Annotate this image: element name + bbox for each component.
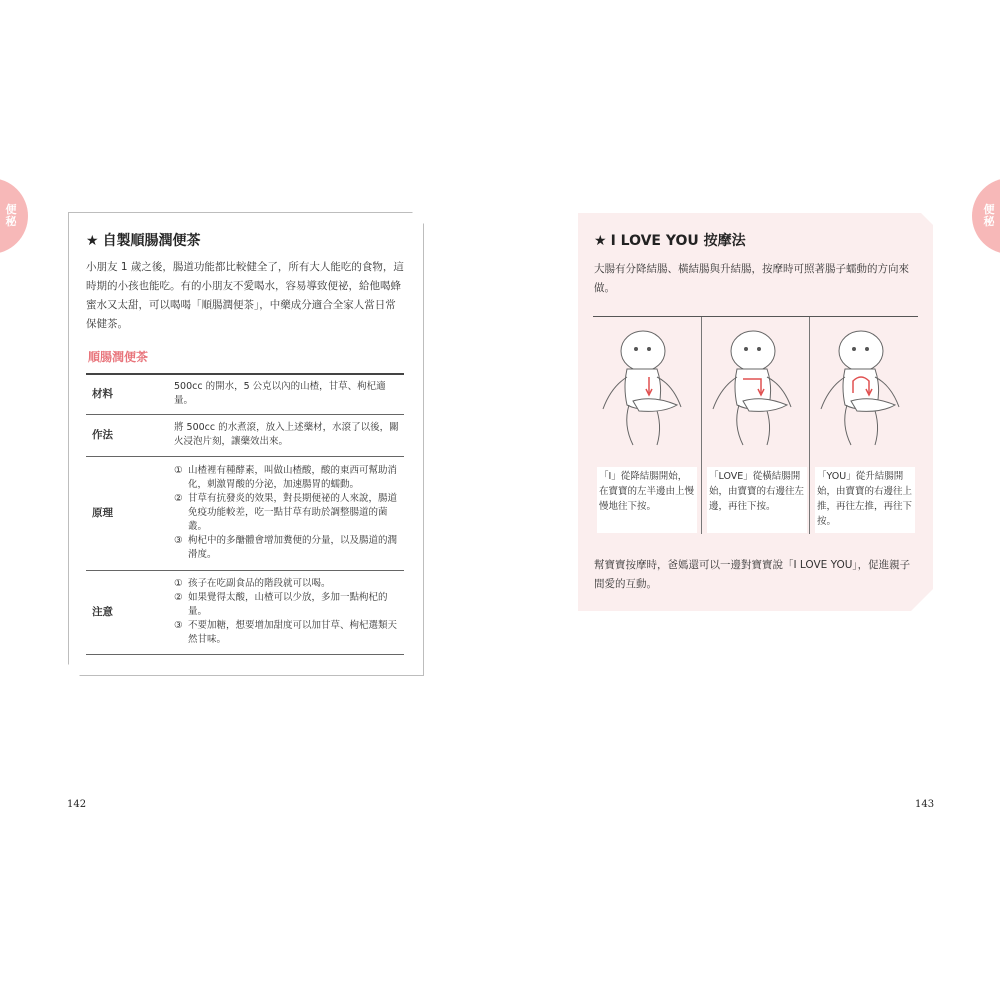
list-item: ② 甘草有抗發炎的效果，對長期便祕的人來說，腸道免疫功能較差，吃一點甘草有助於調整腸道的菌叢。 xyxy=(174,493,398,532)
tea-intro: 小朋友 1 歲之後，腸道功能都比較健全了，所有大人能吃的食物，這時期的小孩也能吃。有的小朋友不愛喝水，容易導致便祕，給他喝蜂蜜水又太甜，可以喝喝「順腸潤便茶」，中藥成分適合全家人當日常保健茶。 xyxy=(86,261,404,330)
massage-intro: 大腸有分降結腸、橫結腸與升結腸，按摩時可照著腸子蠕動的方向來做。 xyxy=(594,263,909,294)
recipe-title: 順腸潤便茶 xyxy=(88,350,149,364)
page-number-left: 142 xyxy=(67,799,87,810)
page-number-right: 143 xyxy=(915,799,935,810)
tea-heading: ★ 自製順腸潤便茶 xyxy=(86,233,201,249)
list-item: ② 如果覺得太酸，山楂可以少放，多加一點枸杞的量。 xyxy=(174,592,388,617)
massage-step-i xyxy=(593,317,699,533)
step-caption: 「I」從降結腸開始，在寶寶的左半邊由上慢慢地往下按。 xyxy=(597,467,697,533)
row-content: 500cc 的開水，5 公克以內的山楂，甘草、枸杞適量。 xyxy=(174,381,386,407)
row-label: 原理 xyxy=(92,507,113,519)
massage-step-love xyxy=(703,317,809,533)
massage-heading: ★ I LOVE YOU 按摩法 xyxy=(594,233,746,249)
table-row xyxy=(86,414,404,456)
baby-illustration xyxy=(703,317,809,467)
column-divider xyxy=(701,317,702,534)
star-icon: ★ xyxy=(594,233,607,249)
list-item: ① 山楂裡有種酵素，叫做山楂酸，酸的東西可幫助消化，刺激胃酸的分泌，加速腸胃的蠕動。 xyxy=(174,465,398,490)
list-item: ① 孩子在吃副食品的階段就可以喝。 xyxy=(174,578,331,589)
table-row xyxy=(86,374,404,414)
massage-steps xyxy=(593,316,918,534)
recipe-table xyxy=(86,373,404,655)
row-content xyxy=(166,570,404,654)
baby-illustration xyxy=(593,317,699,467)
row-label: 作法 xyxy=(92,429,113,441)
row-label: 注意 xyxy=(92,606,113,618)
step-caption: 「LOVE」從橫結腸開始，由寶寶的右邊往左邊，再往下按。 xyxy=(707,467,807,533)
massage-step-you xyxy=(811,317,917,533)
chapter-tab-right: 便秘 xyxy=(972,178,1000,254)
table-row xyxy=(86,570,404,654)
column-divider xyxy=(809,317,810,534)
list-item: ③ 枸杞中的多醣體會增加糞便的分量，以及腸道的潤滑度。 xyxy=(174,535,398,560)
row-content: 將 500cc 的水煮滾，放入上述藥材，水滾了以後，關火浸泡片刻，讓藥效出來。 xyxy=(174,422,399,447)
table-row xyxy=(86,456,404,570)
row-content xyxy=(166,456,404,570)
massage-outro: 幫寶寶按摩時，爸媽還可以一邊對寶寶說「I LOVE YOU」，促進親子間愛的互動。 xyxy=(594,559,911,590)
baby-illustration xyxy=(811,317,917,467)
list-item: ③ 不要加糖，想要增加甜度可以加甘草、枸杞選類天然甘味。 xyxy=(174,620,398,645)
chapter-tab-left: 便秘 xyxy=(0,178,28,254)
step-caption: 「YOU」從升結腸開始，由寶寶的右邊往上推，再往左推，再往下按。 xyxy=(815,467,915,533)
row-label: 材料 xyxy=(92,388,113,401)
star-icon: ★ xyxy=(86,233,99,249)
